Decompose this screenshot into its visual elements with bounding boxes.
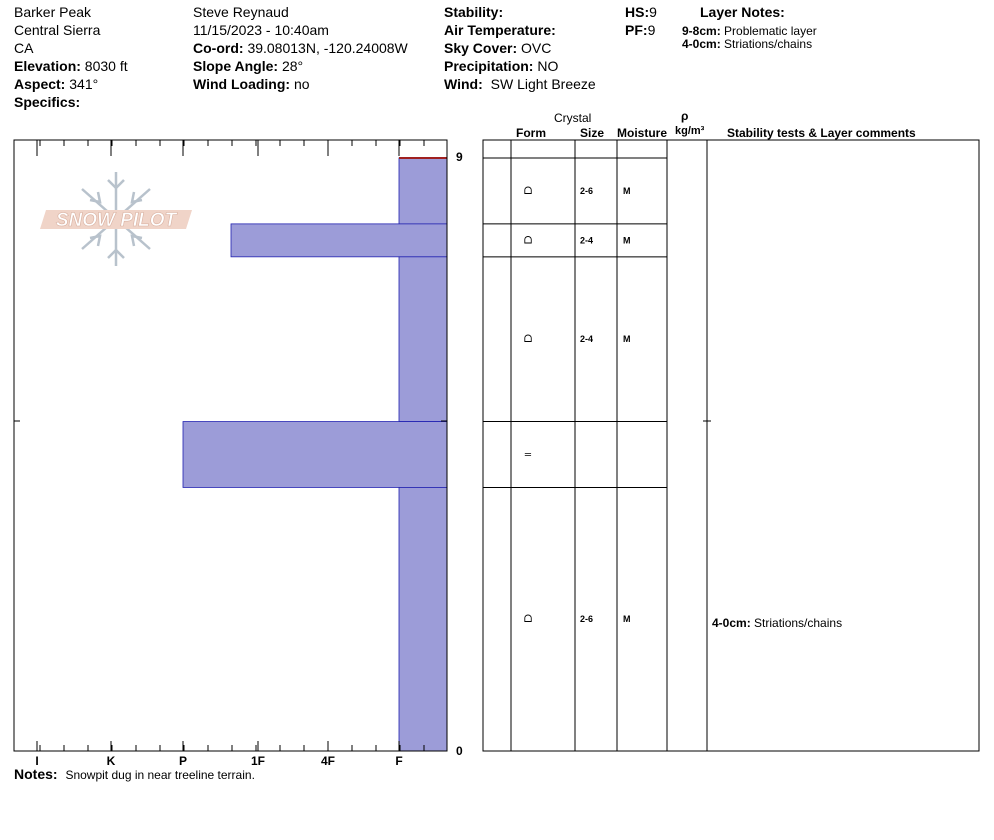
mountain-range: Central Sierra <box>14 22 101 38</box>
snowpilot-logo <box>40 172 192 266</box>
precip-value: NO <box>537 58 559 74</box>
observation-datetime: 11/15/2023 - 10:40am <box>193 22 329 38</box>
elevation-value: 8030 ft <box>84 58 128 74</box>
hardness-bar <box>183 422 447 488</box>
layer-form-symbol: ᗝ <box>523 334 533 346</box>
layer-comment-text: Striations/chains <box>754 616 843 631</box>
layer-form-symbol: = <box>523 449 533 461</box>
specifics-label: Specifics: <box>14 94 81 110</box>
hardness-bar <box>399 158 447 224</box>
hardness-bar <box>399 487 447 751</box>
layer-grain-size: 2-6 <box>580 185 594 196</box>
hardness-bar <box>399 257 447 422</box>
sky-cover-value: OVC <box>521 40 552 56</box>
hardness-tick-label: 1F <box>250 754 266 768</box>
density-unit-header: kg/m³ <box>675 125 705 137</box>
hs-value: 9 <box>649 4 657 20</box>
pf-value: 9 <box>647 22 656 38</box>
table-frame <box>483 140 979 751</box>
elevation-label: Elevation: <box>14 58 81 74</box>
precip-label: Precipitation: <box>444 58 534 74</box>
aspect-value: 341° <box>69 76 99 92</box>
layer-comment <box>712 616 842 630</box>
layer-moisture: M <box>623 185 631 196</box>
wind-value: SW Light Breeze <box>490 76 596 92</box>
layer-moisture: M <box>623 334 631 345</box>
depth-top-label: 9 <box>456 150 463 164</box>
wind-label: Wind: <box>444 76 483 92</box>
layer-grain-size: 2-4 <box>580 334 594 345</box>
location-name: Barker Peak <box>14 4 92 20</box>
hardness-tick-label: 4F <box>320 754 336 768</box>
layer-grain-size: 2-6 <box>580 614 594 625</box>
layer-form-symbol: ᗝ <box>523 614 533 626</box>
layer-moisture: M <box>623 614 631 625</box>
chart-layers <box>183 158 447 751</box>
layer-note-text: Problematic layer <box>724 24 817 38</box>
state: CA <box>14 40 34 56</box>
notes-text: Snowpit dug in near treeline terrain. <box>65 768 255 782</box>
coord-value: 39.08013N, -120.24008W <box>247 40 408 56</box>
air-temp-label: Air Temperature: <box>444 22 556 38</box>
logo-text: SNOW PILOT <box>55 210 177 231</box>
wind-loading-label: Wind Loading: <box>193 76 291 92</box>
depth-bottom-label: 0 <box>456 744 463 758</box>
observer-name: Steve Reynaud <box>193 4 289 20</box>
hardness-tick-label: P <box>178 754 188 768</box>
crystal-header: Crystal <box>554 111 592 125</box>
slope-label: Slope Angle: <box>193 58 279 74</box>
sky-cover-label: Sky Cover: <box>444 40 518 56</box>
wind-loading-value: no <box>293 76 310 92</box>
hardness-tick-label: K <box>106 754 116 768</box>
moisture-header: Moisture <box>617 126 668 140</box>
layer-note-text: Striations/chains <box>724 37 813 51</box>
layer-note-range: 4-0cm: <box>682 37 721 51</box>
density-rho-header: ρ <box>681 109 689 123</box>
slope-value: 28° <box>281 58 304 74</box>
layer-form-symbol: ᗝ <box>523 235 533 247</box>
layer-table <box>483 140 979 751</box>
layer-moisture: M <box>623 235 631 246</box>
coord-label: Co-ord: <box>193 40 244 56</box>
layer-note-range: 9-8cm: <box>682 24 721 38</box>
layer-comment-range: 4-0cm: <box>712 616 755 631</box>
pf-label: PF: <box>625 22 648 38</box>
layer-form-symbol: ᗝ <box>523 185 533 197</box>
hardness-bar <box>231 224 447 257</box>
layer-grain-size: 2-4 <box>580 235 594 246</box>
size-header: Size <box>580 126 605 140</box>
layer-notes-title: Layer Notes: <box>700 4 785 20</box>
comments-header: Stability tests & Layer comments <box>727 126 916 140</box>
aspect-label: Aspect: <box>14 76 66 92</box>
notes-row <box>14 766 255 783</box>
notes-label: Notes: <box>14 766 58 782</box>
hs-label: HS: <box>625 4 650 20</box>
hardness-tick-label: F <box>395 754 403 768</box>
form-header: Form <box>516 126 546 140</box>
stability-label: Stability: <box>444 4 504 20</box>
hardness-tick-label: I <box>35 754 39 768</box>
